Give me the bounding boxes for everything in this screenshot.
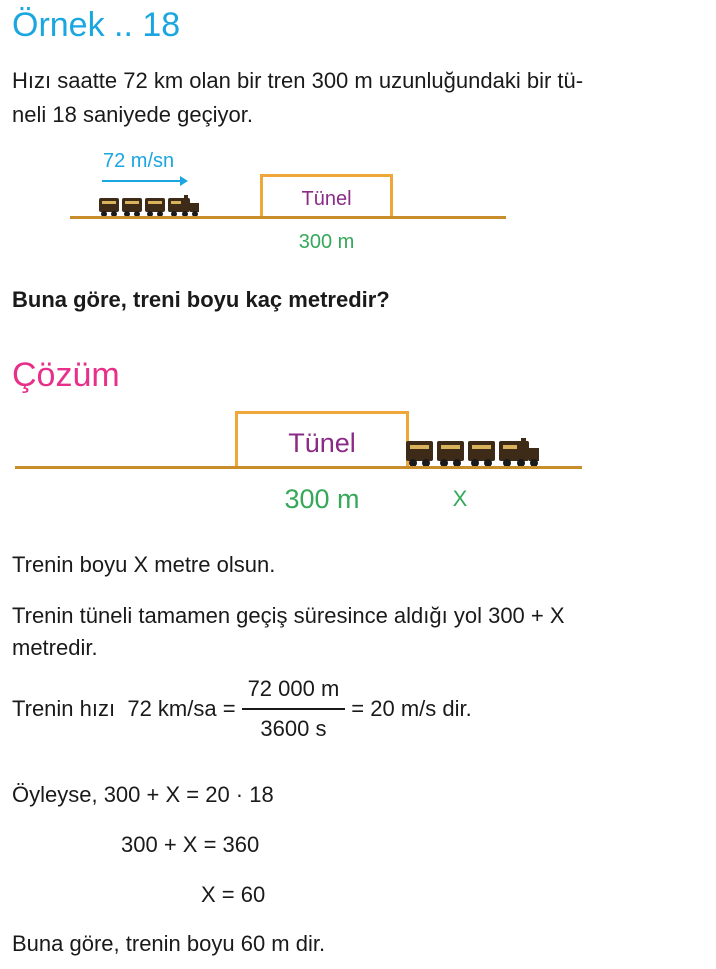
- equation-1: Öyleyse, 300 + X = 20 · 18: [12, 782, 274, 807]
- speed-prefix: Trenin hızı 72 km/sa =: [12, 696, 236, 721]
- equation-3: X = 60: [201, 882, 266, 907]
- example-title: Örnek .. 18: [12, 6, 181, 44]
- conclusion: Buna göre, trenin boyu 60 m dir.: [12, 931, 326, 956]
- tunnel-label: Tünel: [301, 188, 352, 210]
- train-icon: [99, 195, 203, 217]
- solution-title: Çözüm: [12, 356, 120, 394]
- equation-2: 300 + X = 360: [121, 832, 260, 857]
- solution-diagram: [0, 400, 716, 530]
- tunnel-length-label: 300 m: [284, 484, 360, 514]
- right-arrow-icon: [100, 174, 190, 188]
- solution-step-1: Trenin boyu X metre olsun.: [12, 552, 276, 577]
- tunnel-length-label: 300 m: [298, 231, 355, 253]
- fraction-denominator: 3600 s: [260, 716, 327, 741]
- fraction-numerator: 72 000 m: [242, 674, 346, 710]
- ground-line: [15, 466, 582, 469]
- problem-line-2: neli 18 saniyede geçiyor.: [12, 102, 253, 127]
- train-length-label: X: [452, 486, 468, 511]
- speed-fraction: [242, 674, 346, 744]
- solution-step-2-line-1: Trenin tüneli tamamen geçiş süresince aldığı yol 300 + X: [12, 603, 565, 628]
- question: Buna göre, treni boyu kaç metredir?: [12, 287, 390, 312]
- ground-line: [70, 216, 506, 219]
- train-icon: [406, 438, 544, 468]
- solution-step-2-line-2: metredir.: [12, 635, 98, 660]
- speed-suffix: = 20 m/s dir.: [351, 696, 472, 721]
- speed-label: 72 m/sn: [103, 150, 175, 172]
- problem-line-1: Hızı saatte 72 km olan bir tren 300 m uzunluğundaki bir tü-: [12, 68, 584, 93]
- example-diagram: [0, 140, 716, 260]
- tunnel-label: Tünel: [288, 428, 356, 458]
- speed-conversion: [12, 674, 472, 744]
